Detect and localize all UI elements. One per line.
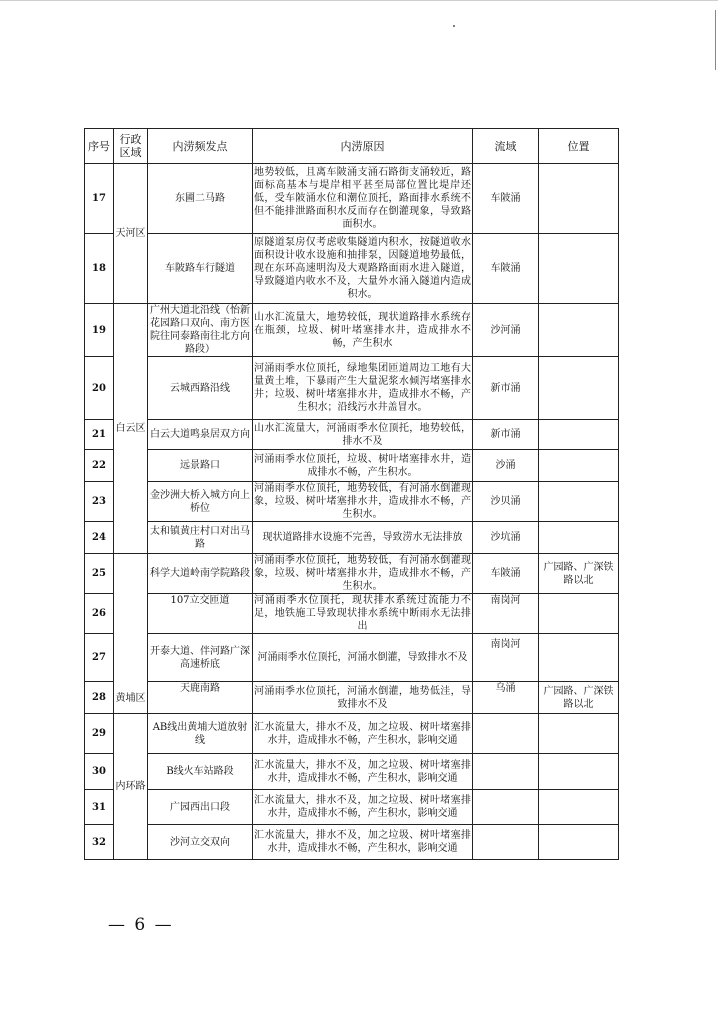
basin-cell: 新市涌 <box>473 357 539 420</box>
table-header-row <box>85 129 619 164</box>
table-row <box>85 594 619 634</box>
location-cell <box>539 304 619 357</box>
table-row <box>85 754 619 790</box>
flood-reason-cell: 河涌雨季水位顶托，现状排水系统过流能力不足，地铁施工导致现状排水系统中断雨水无法排出 <box>254 595 471 632</box>
header-basin: 流域 <box>473 129 539 164</box>
row-serial: 32 <box>85 825 114 860</box>
row-serial: 20 <box>85 357 114 420</box>
table-row <box>85 825 619 860</box>
row-serial: 26 <box>85 594 114 634</box>
basin-cell: 车陂涌 <box>473 554 539 594</box>
district-cell: 黄埔区 <box>114 554 148 714</box>
location-cell <box>539 482 619 522</box>
scan-top-edge <box>0 0 718 1</box>
location-cell <box>539 420 619 450</box>
table-row <box>85 554 619 594</box>
flood-reason-cell: 现状道路排水设施不完善，导致涝水无法排放 <box>253 522 473 554</box>
flood-reason-cell: 汇水流量大，排水不及，加之垃圾、树叶堵塞排水井，造成排水不畅，产生积水，影响交通 <box>253 754 473 790</box>
district-cell: 内环路 <box>114 714 148 860</box>
row-serial: 24 <box>85 522 114 554</box>
row-serial: 23 <box>85 482 114 522</box>
row-serial: 19 <box>85 304 114 357</box>
page-number: — 6 — <box>108 915 174 935</box>
location-cell <box>539 234 619 304</box>
location-cell: 广园路、广深铁路以北 <box>539 682 619 714</box>
flood-reason-cell: 汇水流量大，排水不及，加之垃圾、树叶堵塞排水井，造成排水不畅，产生积水，影响交通 <box>253 790 473 825</box>
flood-point-cell: 广州大道北沿线（怡新花园路口双向、南方医院往同泰路南往北方向路段） <box>148 304 253 357</box>
table-row <box>85 682 619 714</box>
location-cell <box>539 594 619 634</box>
header-serial: 序号 <box>85 129 114 164</box>
basin-cell: 车陂涌 <box>473 164 539 234</box>
row-serial: 30 <box>85 754 114 790</box>
flood-point-cell: 远景路口 <box>148 450 253 482</box>
flood-point-cell: 107立交匝道 <box>148 594 253 634</box>
row-serial: 17 <box>85 164 114 234</box>
flood-reason-cell: 河涌雨季水位顶托，垃圾、树叶堵塞排水井，造成排水不畅，产生积水。 <box>253 450 473 482</box>
basin-cell <box>473 754 539 790</box>
location-cell <box>539 450 619 482</box>
location-cell <box>539 714 619 754</box>
row-serial: 18 <box>85 234 114 304</box>
flood-reason-cell: 山水汇流量大，地势较低，现状道路排水系统存在瓶颈，垃圾、树叶堵塞排水井，造成排水不畅，产生积水 <box>253 304 473 357</box>
flood-point-cell: 开泰大道、伴河路广深高速桥底 <box>148 634 253 682</box>
row-serial: 28 <box>85 682 114 714</box>
table-row <box>85 357 619 420</box>
basin-cell: 沙贝涌 <box>473 482 539 522</box>
flood-point-cell: 沙河立交双向 <box>148 825 253 860</box>
flood-point-cell: 车陂路车行隧道 <box>148 234 253 304</box>
flood-point-cell: 天鹿南路 <box>148 682 253 714</box>
table-row <box>85 304 619 357</box>
flood-point-cell: 东圃二马路 <box>148 164 253 234</box>
flood-reason-cell: 地势较低，且离车陂涌支涌石路街支涌较近，路面标高基本与堤岸相平甚至局部位置比堤岸还低，受车陂涌水位和潮位顶托，路面排水系统不但不能排泄路面积水反而存在倒灌现象，导致路面积水。 <box>253 164 473 234</box>
basin-cell: 南岗河 <box>473 594 539 634</box>
table-row <box>85 714 619 754</box>
flood-points-table <box>84 128 619 860</box>
flood-reason-cell: 原隧道泵房仅考虑收集隧道内积水，按隧道收水面积设计收水设施和抽排泵，因隧道地势最低，现在东环高速明沟及大观路路面雨水进入隧道，导致隧道内收水不及，大量外水涌入隧道内造成积水。 <box>253 234 473 304</box>
location-cell <box>539 164 619 234</box>
header-flood-reason: 内涝原因 <box>253 129 473 164</box>
flood-point-cell: 云城西路沿线 <box>148 357 253 420</box>
location-cell <box>539 357 619 420</box>
basin-cell: 沙涌 <box>473 450 539 482</box>
basin-cell: 乌涌 <box>473 682 539 714</box>
basin-cell: 南岗河 <box>473 634 539 682</box>
row-serial: 31 <box>85 790 114 825</box>
table-row <box>85 482 619 522</box>
flood-point-cell: AB线出黄埔大道放射线 <box>148 714 253 754</box>
district-cell: 天河区 <box>114 164 148 304</box>
row-serial: 27 <box>85 634 114 682</box>
row-serial: 25 <box>85 554 114 594</box>
location-cell <box>539 790 619 825</box>
flood-point-cell: 白云大道鸣泉居双方向 <box>148 420 253 450</box>
district-cell: 白云区 <box>114 304 148 554</box>
basin-cell: 沙河涌 <box>473 304 539 357</box>
scan-right-edge <box>715 10 716 70</box>
basin-cell <box>473 825 539 860</box>
flood-point-cell: 太和镇黄庄村口对出马路 <box>148 522 253 554</box>
location-cell: 广园路、广深铁路以北 <box>539 554 619 594</box>
basin-cell: 车陂涌 <box>473 234 539 304</box>
basin-cell: 沙坑涌 <box>473 522 539 554</box>
header-location: 位置 <box>539 129 619 164</box>
flood-reason-cell: 河涌雨季水位顶托，河涌水倒灌，导致排水不及 <box>253 634 473 682</box>
header-flood-point: 内涝频发点 <box>148 129 253 164</box>
basin-cell <box>473 714 539 754</box>
scan-speck <box>453 25 455 27</box>
flood-point-cell: 金沙洲大桥入城方向上桥位 <box>148 482 253 522</box>
row-serial: 22 <box>85 450 114 482</box>
table-row <box>85 234 619 304</box>
row-serial: 21 <box>85 420 114 450</box>
table-row <box>85 522 619 554</box>
flood-point-cell: 广园西出口段 <box>148 790 253 825</box>
flood-reason-cell: 汇水流量大，排水不及，加之垃圾、树叶堵塞排水井，造成排水不畅，产生积水，影响交通 <box>253 714 473 754</box>
flood-point-cell: B线火车站路段 <box>148 754 253 790</box>
row-serial: 29 <box>85 714 114 754</box>
table-row <box>85 450 619 482</box>
flood-reason-cell: 河涌雨季水位顶托，地势较低，有河涌水倒灌现象，垃圾、树叶堵塞排水井，造成排水不畅，产生积水。 <box>254 555 471 592</box>
flood-reason-cell: 山水汇流量大，河涌雨季水位顶托，地势较低，排水不及 <box>253 420 473 450</box>
flood-reason-cell: 河涌雨季水位顶托，绿地集团匝道周边工地有大量黄土堆，下暴雨产生大量泥浆水倾泻堵塞排水井；垃圾、树叶堵塞排水井，造成排水不畅，产生积水；沿线污水井盖冒水。 <box>253 357 473 420</box>
flood-reason-cell: 河涌雨季水位顶托，地势较低，有河涌水倒灌现象，垃圾、树叶堵塞排水井，造成排水不畅，产生积水。 <box>254 483 471 520</box>
basin-cell: 新市涌 <box>473 420 539 450</box>
flood-point-cell: 科学大道岭南学院路段 <box>148 554 253 594</box>
header-district: 行政区域 <box>114 129 148 164</box>
location-cell <box>539 825 619 860</box>
location-cell <box>539 754 619 790</box>
table-row <box>85 634 619 682</box>
table-row <box>85 790 619 825</box>
table-row <box>85 420 619 450</box>
flood-reason-cell: 河涌雨季水位顶托，河涌水倒灌，地势低洼，导致排水不及 <box>253 682 473 714</box>
location-cell <box>539 634 619 682</box>
table-row <box>85 164 619 234</box>
basin-cell <box>473 790 539 825</box>
flood-reason-cell: 汇水流量大，排水不及，加之垃圾、树叶堵塞排水井，造成排水不畅，产生积水，影响交通 <box>253 825 473 860</box>
location-cell <box>539 522 619 554</box>
